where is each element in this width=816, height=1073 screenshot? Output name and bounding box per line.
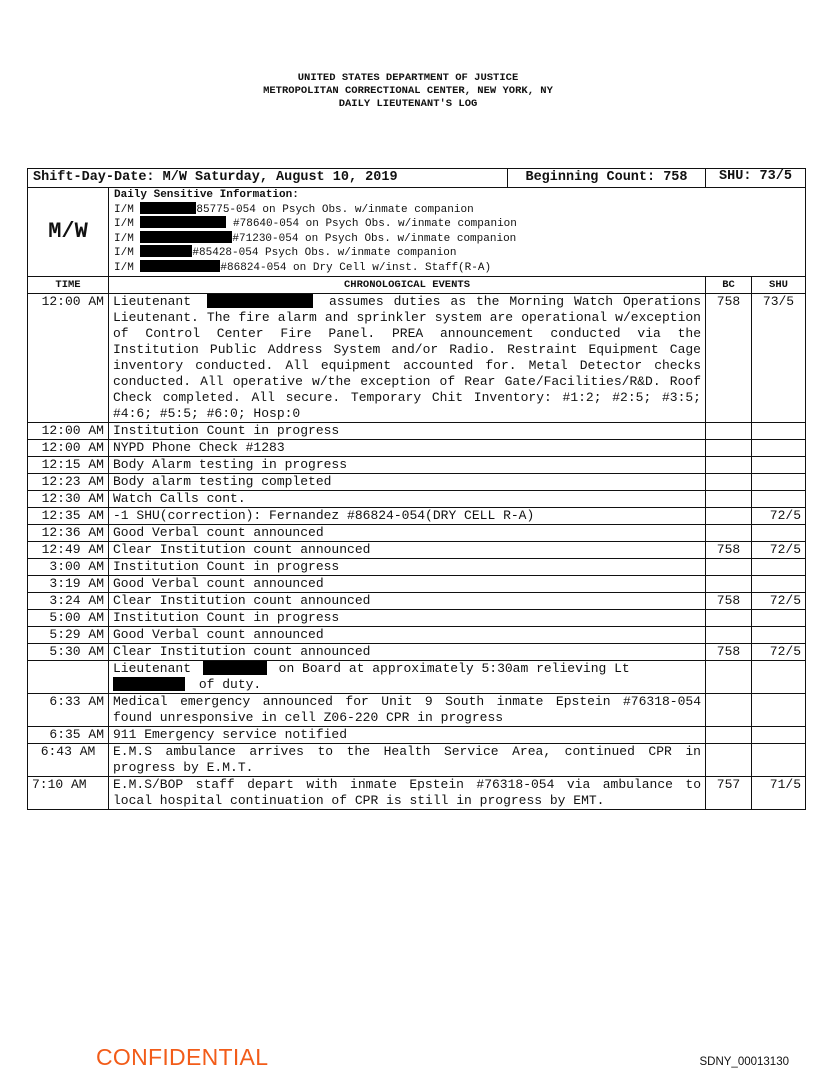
event-shu [752, 743, 806, 776]
event-bc [706, 490, 752, 507]
watch-code: M/W [28, 188, 109, 277]
event-time: 5:30 AM [28, 643, 109, 660]
event-bc: 758 [706, 643, 752, 660]
table-row [28, 575, 806, 592]
sensitive-info-row [28, 188, 806, 277]
event-shu: 72/5 [752, 643, 806, 660]
event-time: 12:00 AM [28, 439, 109, 456]
sensitive-line: I/M #78640-054 on Psych Obs. w/inmate companion [114, 218, 517, 231]
beginning-count: Beginning Count: 758 [525, 170, 688, 185]
event-text: Good Verbal count announced [109, 575, 706, 592]
event-bc [706, 626, 752, 643]
table-row [28, 558, 806, 575]
sensitive-info [109, 188, 806, 277]
event-shu [752, 422, 806, 439]
table-row [28, 660, 806, 693]
table-row [28, 643, 806, 660]
event-time: 12:30 AM [28, 490, 109, 507]
event-bc: 758 [706, 293, 752, 422]
table-row [28, 473, 806, 490]
event-shu: 72/5 [752, 592, 806, 609]
bates-number: SDNY_00013130 [699, 1056, 789, 1068]
event-text: Good Verbal count announced [109, 626, 706, 643]
event-text: Institution Count in progress [109, 558, 706, 575]
sensitive-line: I/M #71230-054 on Psych Obs. w/inmate companion [114, 232, 517, 245]
sensitive-info-title: Daily Sensitive Information: [114, 189, 299, 201]
event-text: Watch Calls cont. [109, 490, 706, 507]
event-shu [752, 490, 806, 507]
event-time: 12:23 AM [28, 473, 109, 490]
column-header-events: CHRONOLOGICAL EVENTS [109, 276, 706, 293]
redaction [140, 202, 196, 214]
event-shu [752, 524, 806, 541]
event-shu [752, 473, 806, 490]
event-time: 12:36 AM [28, 524, 109, 541]
table-row [28, 422, 806, 439]
event-text: Clear Institution count announced [109, 541, 706, 558]
event-text: Clear Institution count announced [109, 643, 706, 660]
shift-row [28, 169, 806, 188]
table-row [28, 726, 806, 743]
redaction [140, 245, 192, 257]
redaction [140, 231, 232, 243]
event-text: E.M.S ambulance arrives to the Health Service Area, continued CPR in progress by E.M.T. [109, 743, 706, 776]
event-shu [752, 439, 806, 456]
table-row [28, 626, 806, 643]
event-bc [706, 743, 752, 776]
table-row [28, 456, 806, 473]
event-time: 3:00 AM [28, 558, 109, 575]
sensitive-line: I/M #85428-054 Psych Obs. w/inmate companion [114, 247, 457, 260]
event-bc [706, 609, 752, 626]
column-header-row [28, 276, 806, 293]
event-bc [706, 473, 752, 490]
event-shu: 72/5 [752, 541, 806, 558]
event-text: Clear Institution count announced [109, 592, 706, 609]
event-text: NYPD Phone Check #1283 [109, 439, 706, 456]
event-shu [752, 660, 806, 693]
column-header-bc: BC [706, 276, 752, 293]
shift-date: Shift-Day-Date: M/W Saturday, August 10, 2019 [28, 169, 508, 187]
lieutenant-log-table [27, 168, 806, 810]
event-time: 12:00 AM [28, 293, 109, 422]
event-bc: 758 [706, 592, 752, 609]
event-shu: 73/5 [752, 293, 806, 422]
event-time: 3:19 AM [28, 575, 109, 592]
event-bc [706, 660, 752, 693]
event-shu [752, 693, 806, 726]
event-bc [706, 456, 752, 473]
table-row [28, 490, 806, 507]
table-row [28, 541, 806, 558]
event-time: 12:00 AM [28, 422, 109, 439]
event-bc [706, 575, 752, 592]
event-time: 12:35 AM [28, 507, 109, 524]
event-bc [706, 422, 752, 439]
event-time: 5:00 AM [28, 609, 109, 626]
sensitive-line: I/M #86824-054 on Dry Cell w/inst. Staff(R-A) [114, 261, 492, 274]
event-shu: 71/5 [752, 776, 806, 809]
event-time: 3:24 AM [28, 592, 109, 609]
event-text: Institution Count in progress [109, 422, 706, 439]
table-row [28, 609, 806, 626]
event-time: 6:35 AM [28, 726, 109, 743]
redaction [140, 260, 220, 272]
table-row [28, 293, 806, 422]
redaction [140, 216, 226, 228]
event-time: 12:15 AM [28, 456, 109, 473]
table-row [28, 524, 806, 541]
redaction [207, 294, 313, 308]
column-header-shu: SHU [752, 276, 806, 293]
event-bc: 757 [706, 776, 752, 809]
header-facility: METROPOLITAN CORRECTIONAL CENTER, NEW YORK, NY [263, 85, 553, 97]
event-text: 911 Emergency service notified [109, 726, 706, 743]
table-row [28, 693, 806, 726]
redaction [203, 661, 267, 675]
document-header [0, 72, 816, 111]
table-row [28, 743, 806, 776]
event-text: Good Verbal count announced [109, 524, 706, 541]
event-time: 5:29 AM [28, 626, 109, 643]
event-bc [706, 558, 752, 575]
sensitive-line: I/M 85775-054 on Psych Obs. w/inmate companion [114, 203, 474, 216]
redaction [113, 677, 185, 691]
header-agency: UNITED STATES DEPARTMENT OF JUSTICE [297, 72, 519, 84]
event-time: 6:43 AM [28, 743, 109, 776]
event-time: 7:10 AM [28, 776, 109, 809]
event-shu [752, 456, 806, 473]
table-row [28, 592, 806, 609]
event-time: 6:33 AM [28, 693, 109, 726]
event-text: -1 SHU(correction): Fernandez #86824-054(DRY CELL R-A) [109, 507, 706, 524]
table-row [28, 776, 806, 809]
table-row [28, 507, 806, 524]
table-row [28, 439, 806, 456]
event-time [28, 660, 109, 693]
event-text: Institution Count in progress [109, 609, 706, 626]
event-time: 12:49 AM [28, 541, 109, 558]
event-text: Medical emergency announced for Unit 9 South inmate Epstein #76318-054 found unresponsive in cell Z06-220 CPR in progress [109, 693, 706, 726]
event-bc: 758 [706, 541, 752, 558]
confidential-stamp: CONFIDENTIAL [96, 1044, 269, 1070]
event-bc [706, 726, 752, 743]
event-text: Body Alarm testing in progress [109, 456, 706, 473]
column-header-time: TIME [28, 276, 109, 293]
event-text: Lieutenant assumes duties as the Morning Watch Operations Lieutenant. The fire alarm and sprinkler system are operational w/exception of Control Center Fire Panel. PREA announcement conducted via the Institution Public Address System and/or Radio. Restraint Equipment Cage inventory conducted. All equipment accounted for. Metal Detector checks conducted. All operative w/the exception of Rear Gate/Facilities/R&D. Roof Check completed. All secure. Temporary Chit Inventory: #1:2; #2:5; #3:5; #4:6; #5:5; #6:0; Hosp:0 [109, 293, 706, 422]
event-shu [752, 626, 806, 643]
shu-count: SHU: 73/5 [706, 169, 806, 188]
event-text: E.M.S/BOP staff depart with inmate Epstein #76318-054 via ambulance to local hospital continuation of CPR is still in progress by EMT. [109, 776, 706, 809]
event-shu [752, 726, 806, 743]
event-text: Body alarm testing completed [109, 473, 706, 490]
event-shu [752, 609, 806, 626]
event-shu [752, 575, 806, 592]
event-bc [706, 524, 752, 541]
event-bc [706, 439, 752, 456]
header-log-title: DAILY LIEUTENANT'S LOG [338, 98, 478, 110]
event-shu [752, 558, 806, 575]
event-text: Lieutenant on Board at approximately 5:30am relieving Lt of duty. [109, 660, 706, 693]
event-shu: 72/5 [752, 507, 806, 524]
event-bc [706, 507, 752, 524]
event-bc [706, 693, 752, 726]
